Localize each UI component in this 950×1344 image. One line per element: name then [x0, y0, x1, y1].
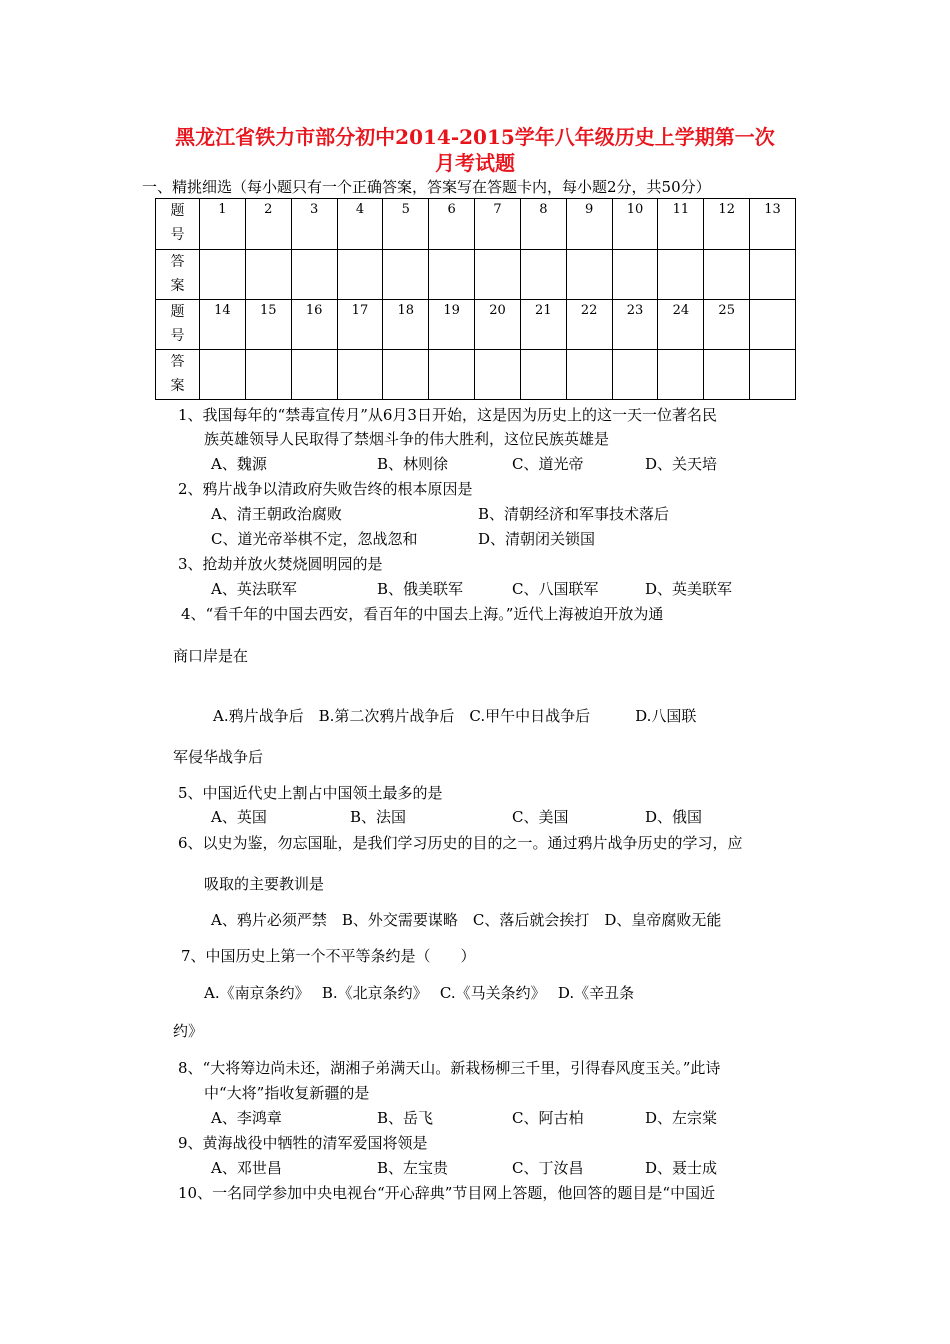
question-8-option-c: C、阿古柏 [512, 1109, 584, 1127]
answer-cell[interactable] [429, 350, 475, 400]
table-row-question-numbers-1 [156, 199, 796, 250]
question-4-text-cont: 商口岸是在 [173, 647, 249, 665]
question-6-text-cont: 吸取的主要教训是 [204, 875, 325, 893]
question-2-text: 2、鸦片战争以清政府失败告终的根本原因是 [178, 480, 473, 498]
question-8-option-d: D、左宗棠 [645, 1109, 718, 1127]
question-3-option-d: D、英美联军 [645, 580, 733, 598]
answer-cell[interactable] [291, 250, 337, 300]
question-5-option-a: A、英国 [211, 808, 267, 826]
answer-cell[interactable] [383, 350, 429, 400]
question-7-options-cont: 约》 [173, 1022, 204, 1040]
question-number-cell: 17 [337, 300, 383, 350]
question-number-cell: 20 [475, 300, 521, 350]
answer-cell[interactable] [704, 350, 750, 400]
question-5-option-d: D、俄国 [645, 808, 703, 826]
answer-cell[interactable] [520, 350, 566, 400]
question-number-cell: 5 [383, 199, 429, 250]
question-number-cell: 24 [658, 300, 704, 350]
question-number-cell: 25 [704, 300, 750, 350]
answer-cell[interactable] [245, 350, 291, 400]
question-number-cell: 13 [750, 199, 796, 250]
question-number-cell: 11 [658, 199, 704, 250]
answer-cell[interactable] [750, 250, 796, 300]
question-number-cell: 9 [566, 199, 612, 250]
question-number-cell: 8 [520, 199, 566, 250]
question-2-option-d: D、清朝闭关锁国 [478, 530, 596, 548]
answer-cell[interactable] [337, 250, 383, 300]
question-9-option-a: A、邓世昌 [211, 1159, 282, 1177]
page-title-line1: 黑龙江省铁力市部分初中2014-2015学年八年级历史上学期第一次 [175, 125, 775, 149]
page-title-line2: 月考试题 [435, 151, 515, 175]
question-number-cell: 10 [612, 199, 658, 250]
question-9-text: 9、黄海战役中牺牲的清军爱国将领是 [178, 1134, 428, 1152]
answer-cell[interactable] [475, 350, 521, 400]
question-4-options-cont: 军侵华战争后 [173, 748, 264, 766]
answer-cell[interactable] [566, 250, 612, 300]
question-number-cell: 2 [245, 199, 291, 250]
answer-cell[interactable] [291, 350, 337, 400]
question-7-options: A.《南京条约》 B.《北京条约》 C.《马关条约》 D.《辛丑条 [204, 984, 635, 1002]
answer-cell[interactable] [520, 250, 566, 300]
answer-cell[interactable] [383, 250, 429, 300]
question-9-option-d: D、聂士成 [645, 1159, 718, 1177]
question-8-text: 8、“大将筹边尚未还，湖湘子弟满天山。新栽杨柳三千里，引得春风度玉关。”此诗 [178, 1059, 721, 1077]
answer-cell[interactable] [337, 350, 383, 400]
answer-sheet-table [155, 198, 796, 400]
question-number-cell: 16 [291, 300, 337, 350]
answer-cell[interactable] [658, 350, 704, 400]
question-10-text: 10、一名同学参加中央电视台“开心辞典”节目网上答题，他回答的题目是“中国近 [178, 1184, 716, 1202]
question-1-option-d: D、关天培 [645, 455, 718, 473]
question-2-option-b: B、清朝经济和军事技术落后 [478, 505, 670, 523]
section-heading: 一、精挑细选（每小题只有一个正确答案，答案写在答题卡内，每小题2分，共50分） [142, 178, 711, 196]
question-9-option-c: C、丁汝昌 [512, 1159, 584, 1177]
question-6-options: A、鸦片必须严禁 B、外交需要谋略 C、落后就会挨打 D、皇帝腐败无能 [211, 911, 722, 929]
answer-cell[interactable] [429, 250, 475, 300]
answer-cell[interactable] [200, 250, 246, 300]
question-1-option-b: B、林则徐 [377, 455, 449, 473]
answer-cell[interactable] [704, 250, 750, 300]
answer-cell[interactable] [750, 350, 796, 400]
question-8-option-b: B、岳飞 [377, 1109, 434, 1127]
question-5-option-c: C、美国 [512, 808, 569, 826]
answer-cell[interactable] [200, 350, 246, 400]
question-3-option-b: B、俄美联军 [377, 580, 464, 598]
question-9-option-b: B、左宝贵 [377, 1159, 449, 1177]
question-1-text-cont: 族英雄领导人民取得了禁烟斗争的伟大胜利，这位民族英雄是 [204, 430, 610, 448]
question-4-options: A.鸦片战争后 B.第二次鸦片战争后 C.甲午中日战争后 D.八国联 [213, 707, 697, 725]
row-label-answer: 答 案 [156, 250, 200, 300]
question-number-cell: 14 [200, 300, 246, 350]
question-1-text: 1、我国每年的“禁毒宣传月”从6月3日开始，这是因为历史上的这一天一位著名民 [178, 406, 717, 424]
table-row-answers-2 [156, 350, 796, 400]
answer-cell[interactable] [245, 250, 291, 300]
question-1-option-c: C、道光帝 [512, 455, 584, 473]
question-number-cell: 15 [245, 300, 291, 350]
question-number-cell: 4 [337, 199, 383, 250]
question-number-cell: 22 [566, 300, 612, 350]
question-4-text: 4、“看千年的中国去西安，看百年的中国去上海。”近代上海被迫开放为通 [181, 605, 664, 623]
question-2-option-a: A、清王朝政治腐败 [211, 505, 342, 523]
question-number-cell: 3 [291, 199, 337, 250]
question-1-option-a: A、魏源 [211, 455, 267, 473]
row-label-answer: 答 案 [156, 350, 200, 400]
row-label-question: 题 号 [156, 199, 200, 250]
question-number-cell: 23 [612, 300, 658, 350]
row-label-question: 题 号 [156, 300, 200, 350]
answer-cell[interactable] [658, 250, 704, 300]
answer-cell[interactable] [612, 350, 658, 400]
question-3-text: 3、抢劫并放火焚烧圆明园的是 [178, 555, 383, 573]
table-row-answers-1 [156, 250, 796, 300]
question-number-cell: 1 [200, 199, 246, 250]
question-7-text: 7、中国历史上第一个不平等条约是（ ） [181, 947, 476, 965]
table-row-question-numbers-2 [156, 300, 796, 350]
question-5-text: 5、中国近代史上割占中国领土最多的是 [178, 784, 443, 802]
question-number-cell: 19 [429, 300, 475, 350]
question-number-cell: 18 [383, 300, 429, 350]
answer-cell[interactable] [612, 250, 658, 300]
question-number-cell: 6 [429, 199, 475, 250]
question-8-option-a: A、李鸿章 [211, 1109, 282, 1127]
question-3-option-c: C、八国联军 [512, 580, 599, 598]
answer-cell[interactable] [475, 250, 521, 300]
question-2-option-c: C、道光帝举棋不定，忽战忽和 [211, 530, 418, 548]
question-3-option-a: A、英法联军 [211, 580, 297, 598]
question-number-cell: 12 [704, 199, 750, 250]
question-number-cell: 7 [475, 199, 521, 250]
question-number-cell: 21 [520, 300, 566, 350]
question-6-text: 6、以史为鉴，勿忘国耻，是我们学习历史的目的之一。通过鸦片战争历史的学习，应 [178, 834, 743, 852]
question-number-cell [750, 300, 796, 350]
question-5-option-b: B、法国 [350, 808, 407, 826]
question-8-text-cont: 中“大将”指收复新疆的是 [204, 1084, 370, 1102]
answer-cell[interactable] [566, 350, 612, 400]
